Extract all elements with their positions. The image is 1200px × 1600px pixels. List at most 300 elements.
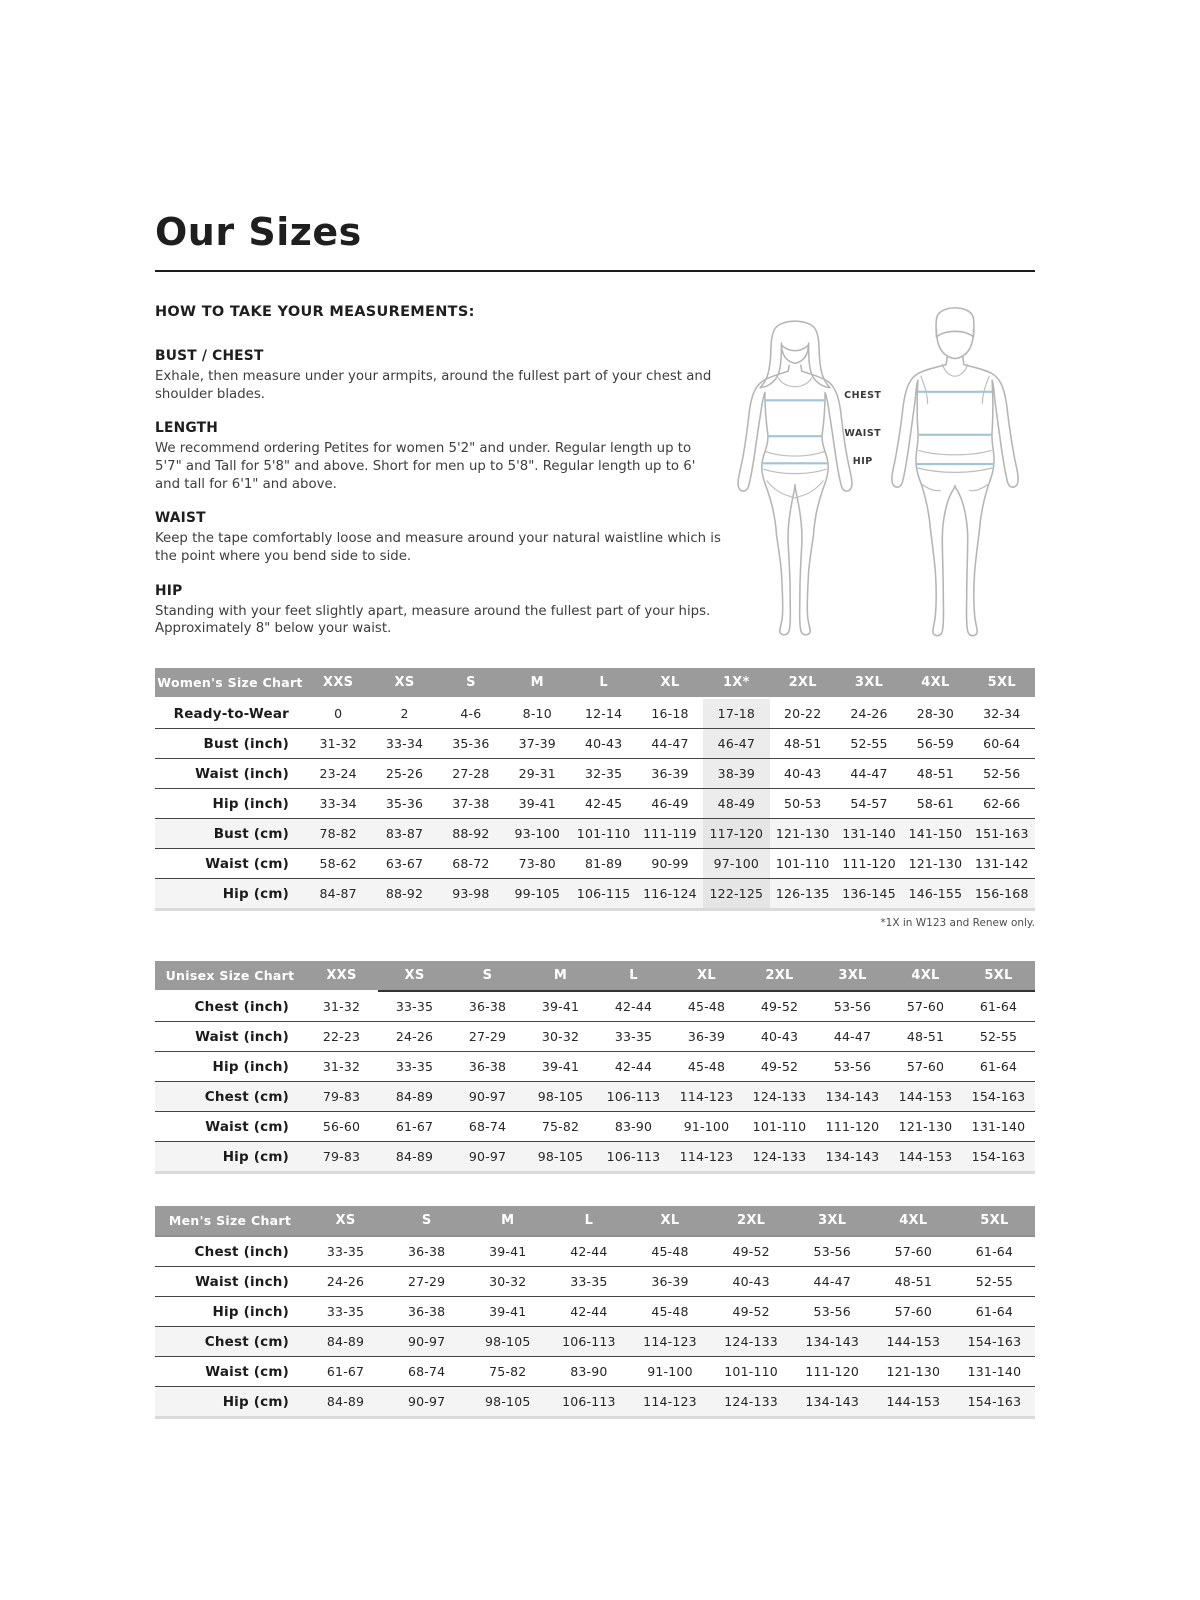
size-value-cell: 111-120 [842, 856, 896, 871]
size-value-cell: 39-41 [489, 1244, 527, 1259]
size-header-3xl: 3XL [816, 961, 889, 991]
size-value-cell: 61-64 [979, 999, 1018, 1014]
row-label: Hip (inch) [212, 1058, 289, 1075]
size-value-cell: 124-133 [752, 1149, 807, 1164]
size-value-cell: 39-41 [541, 999, 580, 1014]
size-value-cell: 101-110 [724, 1364, 778, 1379]
size-value-cell: 33-35 [570, 1274, 608, 1289]
size-value-cell: 27-28 [452, 766, 490, 781]
size-value-cell: 42-44 [614, 1059, 653, 1074]
size-value-cell: 57-60 [894, 1244, 932, 1259]
size-value-cell: 154-163 [971, 1149, 1026, 1164]
size-value-cell: 33-35 [395, 1059, 434, 1074]
table-row [155, 1357, 1035, 1387]
size-value-cell: 111-120 [805, 1364, 860, 1379]
size-value-cell: 62-66 [983, 796, 1021, 811]
measurement-instructions [155, 304, 722, 655]
male-tank-hem [919, 450, 991, 454]
size-value-cell: 24-26 [326, 1274, 365, 1289]
size-header-3xl: 3XL [792, 1206, 873, 1236]
table-header-row [155, 961, 1035, 991]
size-value-cell: 79-83 [322, 1089, 361, 1104]
size-value-cell: 61-67 [326, 1364, 365, 1379]
size-value-cell: 88-92 [452, 826, 490, 841]
size-value-cell: 44-47 [651, 736, 689, 751]
size-value-cell: 68-74 [468, 1119, 507, 1134]
female-body-outline [738, 365, 852, 635]
size-value-cell: 156-168 [974, 886, 1029, 901]
row-label: Waist (cm) [205, 855, 289, 872]
size-value-cell: 90-97 [408, 1394, 446, 1409]
unisex-size-chart-table [155, 961, 1035, 1174]
size-value-cell: 42-45 [584, 796, 623, 811]
size-value-cell: 81-89 [584, 856, 623, 871]
table-row [155, 1236, 1035, 1267]
size-value-cell: 45-48 [651, 1304, 689, 1319]
size-value-cell: 40-43 [732, 1274, 770, 1289]
measurement-section [155, 420, 722, 493]
size-value-cell: 98-105 [537, 1149, 584, 1164]
size-value-cell: 131-140 [971, 1119, 1026, 1134]
size-value-cell: 48-51 [906, 1029, 945, 1044]
size-value-cell: 146-155 [908, 886, 963, 901]
size-value-cell: 122-125 [703, 879, 769, 910]
size-value-cell: 24-26 [395, 1029, 434, 1044]
size-value-cell: 33-34 [385, 736, 424, 751]
size-value-cell: 50-53 [784, 796, 822, 811]
size-value-cell: 45-48 [687, 1059, 726, 1074]
size-header-4xl: 4XL [902, 668, 968, 698]
size-value-cell: 40-43 [584, 736, 623, 751]
size-value-cell: 116-124 [643, 886, 697, 901]
size-header-m: M [467, 1206, 548, 1236]
size-value-cell: 134-143 [805, 1334, 860, 1349]
size-value-cell: 53-56 [813, 1244, 851, 1259]
size-value-cell: 31-32 [319, 736, 357, 751]
size-value-cell: 90-99 [651, 856, 689, 871]
size-value-cell: 52-56 [983, 766, 1021, 781]
size-value-cell: 93-100 [514, 826, 560, 841]
size-header-l: L [570, 668, 636, 698]
size-value-cell: 93-98 [452, 886, 490, 901]
row-label: Waist (cm) [205, 1363, 289, 1380]
womens-size-chart [155, 668, 1035, 929]
size-value-cell: 4-6 [460, 706, 482, 721]
size-value-cell: 32-34 [983, 706, 1021, 721]
table-row [155, 1052, 1035, 1082]
female-figure-illustration [722, 310, 868, 640]
row-label: Bust (cm) [213, 825, 289, 842]
size-value-cell: 25-26 [385, 766, 424, 781]
table-row [155, 759, 1035, 789]
size-value-cell: 36-39 [687, 1029, 726, 1044]
size-value-cell: 84-89 [395, 1089, 434, 1104]
size-value-cell: 60-64 [983, 736, 1021, 751]
table-title: Unisex Size Chart [155, 961, 305, 991]
size-value-cell: 154-163 [967, 1334, 1022, 1349]
unisex-size-chart [155, 961, 1035, 1174]
size-header-xxs: XXS [305, 668, 371, 698]
size-value-cell: 131-142 [974, 856, 1029, 871]
size-value-cell: 73-80 [518, 856, 556, 871]
table-row [155, 729, 1035, 759]
size-value-cell: 144-153 [898, 1149, 953, 1164]
size-value-cell: 2 [400, 706, 409, 721]
size-value-cell: 134-143 [805, 1394, 860, 1409]
size-value-cell: 39-41 [518, 796, 556, 811]
table-header-row [155, 1206, 1035, 1236]
table-row [155, 698, 1035, 729]
size-value-cell: 48-51 [784, 736, 822, 751]
table-row [155, 1387, 1035, 1418]
table-row [155, 819, 1035, 849]
row-label: Hip (cm) [222, 1148, 289, 1165]
size-value-cell: 49-52 [732, 1304, 770, 1319]
size-value-cell: 20-22 [784, 706, 822, 721]
size-value-cell: 144-153 [886, 1394, 941, 1409]
size-value-cell: 101-110 [752, 1119, 807, 1134]
size-value-cell: 78-82 [319, 826, 357, 841]
female-briefs-top [764, 469, 826, 473]
size-value-cell: 17-18 [703, 698, 769, 729]
size-value-cell: 35-36 [385, 796, 424, 811]
size-header-xs: XS [378, 961, 451, 991]
size-header-m: M [524, 961, 597, 991]
size-value-cell: 134-143 [825, 1089, 880, 1104]
size-value-cell: 97-100 [703, 849, 769, 879]
size-value-cell: 49-52 [760, 999, 799, 1014]
size-value-cell: 52-55 [850, 736, 888, 751]
size-header-4xl: 4XL [873, 1206, 954, 1236]
size-value-cell: 8-10 [522, 706, 552, 721]
size-value-cell: 38-39 [703, 759, 769, 789]
size-header-4xl: 4XL [889, 961, 962, 991]
mens-size-chart [155, 1206, 1035, 1419]
size-header-xl: XL [637, 668, 703, 698]
size-value-cell: 42-44 [570, 1304, 608, 1319]
size-header-s: S [438, 668, 504, 698]
size-value-cell: 90-97 [468, 1149, 507, 1164]
size-value-cell: 121-130 [886, 1364, 941, 1379]
size-value-cell: 32-35 [584, 766, 623, 781]
table-row [155, 849, 1035, 879]
size-header-s: S [451, 961, 524, 991]
size-value-cell: 46-47 [703, 729, 769, 759]
table-title: Men's Size Chart [155, 1206, 305, 1236]
size-value-cell: 36-39 [651, 1274, 689, 1289]
table-row [155, 879, 1035, 910]
measurement-sections [155, 348, 722, 638]
size-value-cell: 121-130 [775, 826, 830, 841]
size-value-cell: 83-87 [385, 826, 424, 841]
measurement-section-title: HIP [155, 582, 183, 599]
size-value-cell: 48-51 [894, 1274, 932, 1289]
size-value-cell: 33-35 [614, 1029, 653, 1044]
size-value-cell: 79-83 [322, 1149, 361, 1164]
size-value-cell: 121-130 [898, 1119, 953, 1134]
size-value-cell: 114-123 [679, 1089, 734, 1104]
size-value-cell: 124-133 [752, 1089, 807, 1104]
size-value-cell: 58-62 [319, 856, 357, 871]
row-label: Waist (inch) [195, 765, 289, 782]
size-value-cell: 141-150 [908, 826, 963, 841]
measurement-section-title: LENGTH [155, 420, 219, 437]
how-to-heading: HOW TO TAKE YOUR MEASUREMENTS: [155, 304, 475, 320]
size-header-s: S [386, 1206, 467, 1236]
table-row [155, 1327, 1035, 1357]
table-row [155, 1297, 1035, 1327]
measurement-section [155, 348, 722, 403]
size-value-cell: 46-49 [651, 796, 689, 811]
size-value-cell: 61-64 [975, 1304, 1014, 1319]
size-value-cell: 33-34 [319, 796, 357, 811]
size-value-cell: 48-51 [916, 766, 955, 781]
size-value-cell: 44-47 [813, 1274, 851, 1289]
size-value-cell: 84-87 [319, 886, 357, 901]
size-value-cell: 84-89 [395, 1149, 434, 1164]
size-header-2xl: 2XL [743, 961, 816, 991]
table-row [155, 1142, 1035, 1173]
measurement-section [155, 583, 722, 638]
measurement-section-text: Standing with your feet slightly apart, measure around the fullest part of your hips. Approximately 8" below your waist. [155, 603, 711, 637]
size-value-cell: 131-140 [842, 826, 896, 841]
male-figure-illustration [872, 292, 1038, 644]
size-value-cell: 44-47 [850, 766, 888, 781]
size-value-cell: 61-64 [975, 1244, 1014, 1259]
size-value-cell: 0 [334, 706, 343, 721]
table-footnote: *1X in W123 and Renew only. [880, 917, 1035, 929]
size-value-cell: 83-90 [614, 1119, 653, 1134]
size-value-cell: 52-55 [975, 1274, 1014, 1289]
size-value-cell: 98-105 [537, 1089, 584, 1104]
size-value-cell: 40-43 [760, 1029, 799, 1044]
size-value-cell: 101-110 [576, 826, 631, 841]
table-row [155, 1022, 1035, 1052]
chest-figure-label: CHEST [844, 390, 882, 401]
size-value-cell: 61-67 [395, 1119, 434, 1134]
size-value-cell: 84-89 [326, 1394, 365, 1409]
row-label: Waist (cm) [205, 1118, 289, 1135]
size-value-cell: 106-113 [562, 1334, 616, 1349]
size-value-cell: 114-123 [643, 1334, 697, 1349]
size-value-cell: 58-61 [916, 796, 955, 811]
size-header-5xl: 5XL [962, 961, 1035, 991]
size-value-cell: 35-36 [452, 736, 490, 751]
size-value-cell: 29-31 [518, 766, 556, 781]
size-value-cell: 91-100 [683, 1119, 730, 1134]
size-value-cell: 121-130 [908, 856, 963, 871]
size-value-cell: 22-23 [322, 1029, 361, 1044]
size-value-cell: 48-49 [703, 789, 769, 819]
size-value-cell: 36-38 [408, 1244, 446, 1259]
row-label: Hip (cm) [222, 885, 289, 902]
size-value-cell: 75-82 [541, 1119, 580, 1134]
size-value-cell: 12-14 [584, 706, 623, 721]
size-value-cell: 45-48 [687, 999, 726, 1014]
size-value-cell: 75-82 [489, 1364, 527, 1379]
size-value-cell: 28-30 [916, 706, 955, 721]
size-value-cell: 36-38 [468, 1059, 507, 1074]
size-value-cell: 36-38 [468, 999, 507, 1014]
size-value-cell: 37-38 [452, 796, 490, 811]
row-label: Hip (cm) [222, 1393, 289, 1410]
row-label: Chest (cm) [204, 1088, 289, 1105]
size-value-cell: 136-145 [842, 886, 896, 901]
size-value-cell: 61-64 [979, 1059, 1018, 1074]
male-body-outline [892, 357, 1018, 636]
size-value-cell: 91-100 [647, 1364, 693, 1379]
size-value-cell: 33-35 [395, 999, 434, 1014]
women-s-size-chart-table [155, 668, 1035, 911]
row-label: Waist (inch) [195, 1273, 289, 1290]
size-header-xs: XS [305, 1206, 386, 1236]
female-face-outline [781, 343, 808, 363]
size-value-cell: 106-113 [606, 1089, 661, 1104]
row-label: Waist (inch) [195, 1028, 289, 1045]
female-top-hem [766, 452, 824, 456]
size-value-cell: 83-90 [570, 1364, 608, 1379]
size-value-cell: 33-35 [326, 1244, 365, 1259]
table-header-row [155, 668, 1035, 698]
size-value-cell: 126-135 [775, 886, 830, 901]
size-header-l: L [548, 1206, 629, 1236]
size-value-cell: 98-105 [485, 1334, 531, 1349]
row-label: Bust (inch) [203, 735, 289, 752]
row-label: Hip (inch) [212, 795, 289, 812]
size-value-cell: 44-47 [833, 1029, 872, 1044]
size-value-cell: 144-153 [886, 1334, 941, 1349]
size-value-cell: 31-32 [322, 999, 361, 1014]
size-value-cell: 114-123 [643, 1394, 697, 1409]
measurement-section-title: BUST / CHEST [155, 348, 264, 364]
female-neckline [778, 378, 811, 387]
measurement-section [155, 510, 722, 565]
size-value-cell: 39-41 [489, 1304, 527, 1319]
size-value-cell: 56-59 [916, 736, 955, 751]
size-value-cell: 154-163 [971, 1089, 1026, 1104]
size-value-cell: 53-56 [833, 999, 872, 1014]
size-value-cell: 54-57 [850, 796, 888, 811]
size-value-cell: 49-52 [760, 1059, 799, 1074]
size-header-xl: XL [629, 1206, 710, 1236]
size-value-cell: 68-72 [452, 856, 490, 871]
size-value-cell: 111-120 [825, 1119, 880, 1134]
size-value-cell: 53-56 [833, 1059, 872, 1074]
body-figures [722, 288, 1035, 660]
size-header-5xl: 5XL [969, 668, 1035, 698]
size-tables [155, 668, 1035, 1419]
size-value-cell: 124-133 [724, 1334, 778, 1349]
size-value-cell: 31-32 [322, 1059, 361, 1074]
row-label: Chest (inch) [194, 1243, 289, 1260]
measurement-section-title: WAIST [155, 510, 206, 527]
size-value-cell: 84-89 [326, 1334, 365, 1349]
size-value-cell: 36-39 [651, 766, 689, 781]
size-value-cell: 68-74 [408, 1364, 446, 1379]
size-value-cell: 106-115 [576, 886, 631, 901]
size-value-cell: 106-113 [606, 1149, 661, 1164]
size-value-cell: 40-43 [784, 766, 822, 781]
size-value-cell: 24-26 [850, 706, 888, 721]
size-value-cell: 33-35 [326, 1304, 365, 1319]
size-value-cell: 90-97 [408, 1334, 446, 1349]
page-title: Our Sizes [155, 210, 362, 254]
size-value-cell: 63-67 [385, 856, 424, 871]
size-value-cell: 16-18 [651, 706, 689, 721]
size-value-cell: 98-105 [485, 1394, 531, 1409]
title-divider [155, 270, 1035, 272]
size-value-cell: 30-32 [489, 1274, 527, 1289]
table-title: Women's Size Chart [155, 668, 305, 698]
size-value-cell: 57-60 [906, 1059, 945, 1074]
size-value-cell: 154-163 [967, 1394, 1022, 1409]
size-header-xxs: XXS [305, 961, 378, 991]
size-value-cell: 117-120 [703, 819, 769, 849]
measurement-section-text: We recommend ordering Petites for women 5'2" and under. Regular length up to 5'7" and Tall for 5'8" and above. Short for men up to 5'8". Regular length up to 6' and tall for 6'1" and above. [155, 441, 696, 492]
size-header-xl: XL [670, 961, 743, 991]
size-header-xs: XS [371, 668, 437, 698]
size-value-cell: 27-29 [468, 1029, 507, 1044]
waist-figure-label: WAIST [844, 428, 882, 439]
size-value-cell: 144-153 [898, 1089, 953, 1104]
size-value-cell: 57-60 [906, 999, 945, 1014]
size-value-cell: 56-60 [322, 1119, 361, 1134]
table-row [155, 1082, 1035, 1112]
size-value-cell: 101-110 [775, 856, 830, 871]
table-row [155, 991, 1035, 1022]
intro-section [155, 304, 1035, 660]
size-value-cell: 106-113 [562, 1394, 616, 1409]
size-value-cell: 111-119 [643, 826, 697, 841]
size-value-cell: 27-29 [408, 1274, 446, 1289]
row-label: Ready-to-Wear [173, 705, 289, 722]
measurement-section-text: Keep the tape comfortably loose and measure around your natural waistline which is the point where you bend side to side. [155, 531, 721, 565]
male-armholes [921, 376, 989, 403]
row-label: Hip (inch) [212, 1303, 289, 1320]
size-value-cell: 88-92 [385, 886, 424, 901]
table-row [155, 1267, 1035, 1297]
size-value-cell: 45-48 [651, 1244, 689, 1259]
size-value-cell: 42-44 [570, 1244, 608, 1259]
table-row [155, 1112, 1035, 1142]
size-header-1x: 1X* [703, 668, 769, 698]
size-header-m: M [504, 668, 570, 698]
size-value-cell: 90-97 [468, 1089, 507, 1104]
size-value-cell: 42-44 [614, 999, 653, 1014]
men-s-size-chart-table [155, 1206, 1035, 1419]
size-value-cell: 49-52 [732, 1244, 770, 1259]
size-header-2xl: 2XL [711, 1206, 792, 1236]
size-value-cell: 37-39 [518, 736, 556, 751]
size-value-cell: 151-163 [974, 826, 1029, 841]
row-label: Chest (inch) [194, 998, 289, 1015]
size-value-cell: 124-133 [724, 1394, 778, 1409]
size-header-l: L [597, 961, 670, 991]
size-value-cell: 53-56 [813, 1304, 851, 1319]
male-neckline [942, 364, 967, 376]
size-value-cell: 57-60 [894, 1304, 932, 1319]
row-label: Chest (cm) [204, 1333, 289, 1350]
measurement-section-text: Exhale, then measure under your armpits, around the fullest part of your chest and shoulder blades. [155, 369, 712, 402]
size-value-cell: 131-140 [967, 1364, 1022, 1379]
hip-figure-label: HIP [852, 456, 873, 467]
size-value-cell: 134-143 [825, 1149, 880, 1164]
table-row [155, 789, 1035, 819]
size-value-cell: 36-38 [408, 1304, 446, 1319]
size-header-2xl: 2XL [770, 668, 836, 698]
size-value-cell: 52-55 [979, 1029, 1018, 1044]
size-value-cell: 30-32 [541, 1029, 580, 1044]
